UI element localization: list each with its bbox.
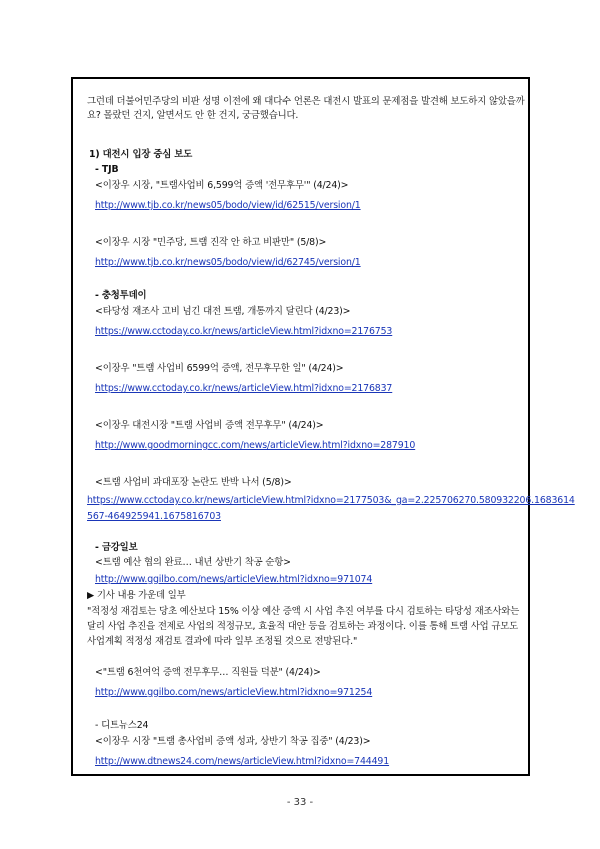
excerpt-line: 사업계획 적정성 재검토 결과에 따라 일부 조정될 것으로 전망된다." — [87, 636, 358, 647]
article-excerpt — [87, 604, 520, 649]
article-link[interactable]: http://www.goodmorningcc.com/news/articleView.html?idxno=287910 — [95, 440, 416, 451]
article-title: <타당성 재조사 고비 넘긴 대전 트램, 개통까지 달린다 (4/23)> — [95, 306, 351, 317]
article-item — [87, 359, 517, 399]
article-link[interactable]: http://www.dtnews24.com/news/articleView.html?idxno=744491 — [95, 756, 390, 767]
article-link[interactable]: https://www.cctoday.co.kr/news/articleView.html?idxno=2176753 — [95, 326, 393, 337]
article-link-continued[interactable]: 567-464925941.1675816703 — [87, 511, 221, 522]
article-title: <이장우 시장, "트램사업비 6,599억 증액 '전무후무'" (4/24)> — [95, 180, 349, 191]
article-item — [87, 302, 517, 342]
intro-line: 요? 몰랐던 건지, 알면서도 안 한 건지, 궁금했습니다. — [87, 110, 299, 121]
article-link[interactable]: http://www.tjb.co.kr/news05/bodo/view/id/62745/version/1 — [95, 257, 361, 268]
section-heading: 1) 대전시 입장 중심 보도 — [89, 149, 193, 160]
excerpt-label: ▶ 기사 내용 가운데 일부 — [87, 590, 186, 601]
document-body — [87, 95, 575, 772]
article-title: <트램 예산 협의 완료… 내년 상반기 착공 순항> — [95, 557, 291, 568]
page-number: - 33 - — [286, 797, 314, 808]
intro-line: 그런데 더불어민주당의 비판 성명 이전에 왜 대다수 언론은 대전시 발표의 문제점을 발견해 보도하지 않았을까 — [87, 96, 525, 107]
source-tjb: - TJB — [95, 164, 119, 175]
source-dtnews: - 디트뉴스24 — [95, 720, 149, 731]
intro-paragraph — [87, 95, 525, 123]
article-item — [87, 732, 517, 772]
article-title: <이장우 대전시장 "트램 사업비 증액 전무후무" (4/24)> — [95, 420, 324, 431]
article-item — [87, 176, 517, 216]
article-item — [87, 473, 575, 525]
excerpt-line: 달리 사업 추진을 전제로 사업의 적정규모, 효율적 대안 등을 검토하는 과정이다. 이를 통해 트램 사업 규모도 — [87, 621, 519, 632]
article-link[interactable]: https://www.cctoday.co.kr/news/articleView.html?idxno=2177503&_ga=2.225706270.580932206.1683614 — [87, 495, 575, 506]
article-link[interactable]: http://www.ggilbo.com/news/articleView.html?idxno=971074 — [95, 574, 373, 585]
source-ggilbo: - 금강일보 — [95, 542, 138, 553]
article-title: <이장우 "트램 사업비 6599억 증액, 전무후무한 일" (4/24)> — [95, 363, 344, 374]
article-link[interactable]: https://www.cctoday.co.kr/news/articleView.html?idxno=2176837 — [95, 383, 393, 394]
article-title: <트램 사업비 과대포장 논란도 반박 나서 (5/8)> — [95, 477, 292, 488]
excerpt-line: "적정성 재검토는 당초 예산보다 15% 이상 예산 증액 시 사업 추진 여부를 다시 검토하는 타당성 재조사와는 — [87, 606, 520, 617]
article-item — [87, 663, 517, 703]
article-item — [87, 554, 517, 588]
source-cctoday: - 충청투데이 — [95, 290, 147, 301]
article-title: <이장우 시장 "민주당, 트램 진작 안 하고 비판만" (5/8)> — [95, 237, 327, 248]
article-item — [87, 416, 517, 456]
article-title: <이장우 시장 "트램 총사업비 증액 성과, 상반기 착공 집중" (4/23)> — [95, 736, 371, 747]
article-link[interactable]: http://www.ggilbo.com/news/articleView.html?idxno=971254 — [95, 687, 373, 698]
article-link[interactable]: http://www.tjb.co.kr/news05/bodo/view/id/62515/version/1 — [95, 200, 361, 211]
article-item — [87, 233, 517, 273]
article-title: <"트램 6천여억 증액 전무후무… 직원들 덕분" (4/24)> — [95, 667, 321, 678]
